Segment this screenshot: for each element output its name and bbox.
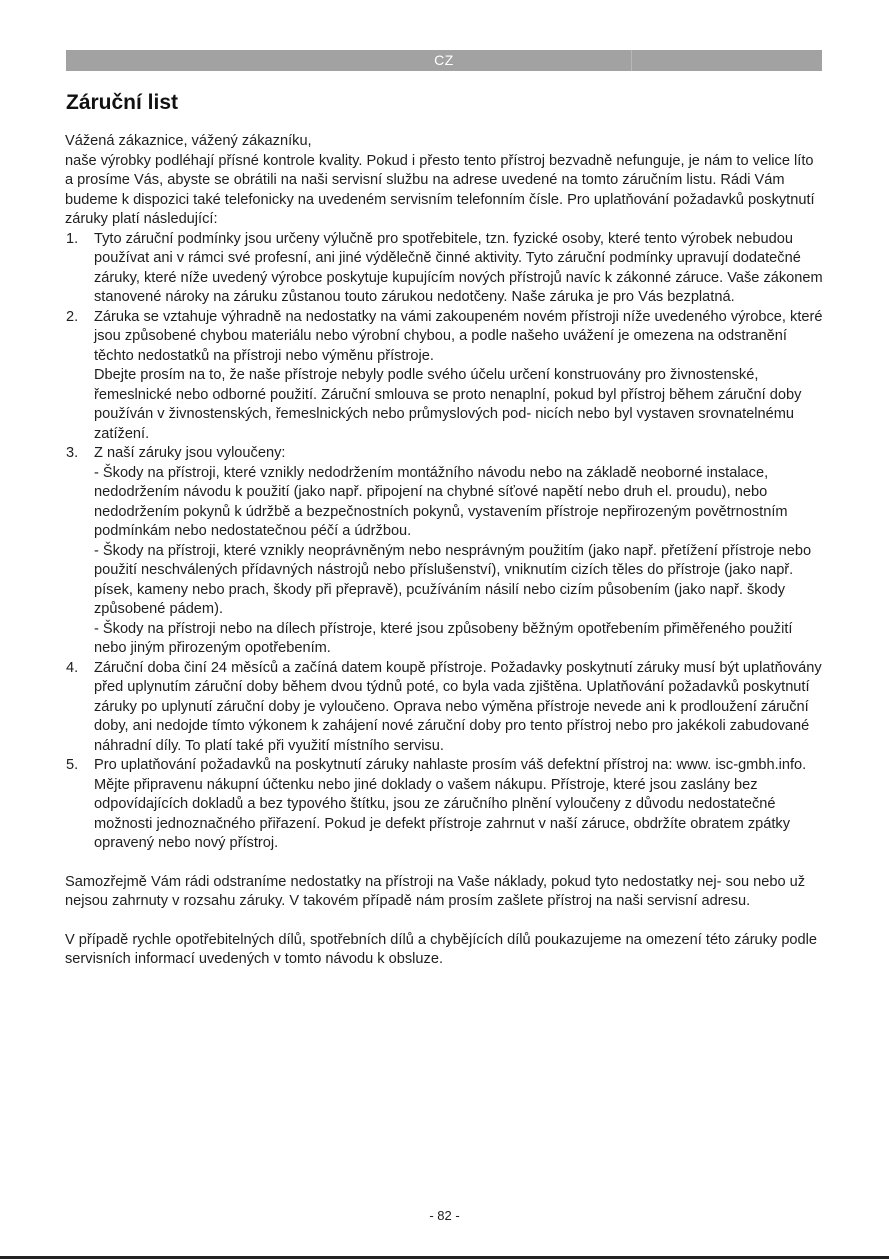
list-item [65, 230, 825, 308]
header-divider [631, 50, 632, 71]
language-label: CZ [434, 52, 454, 68]
list-item-number: 4. [66, 659, 79, 676]
page-number: - 82 - [429, 1208, 460, 1223]
list-item [65, 308, 825, 445]
warranty-body [65, 132, 825, 970]
list-item-number: 1. [66, 230, 79, 247]
list-item-text: Tyto záruční podmínky jsou určeny výlučně pro spotřebitele, tzn. fyzické osoby, které tento výrobek nebudou používat ani v rámci své profesní, ani jiné výdělečně činné aktivity. Tyto záruční podmínky upravují dodatečné záruky, které níže uvedený výrobce poskytuje kupujícím nových přístrojů navíc k zákonné záruce. Vaše zákonem stanovené nároky na záruku zůstanou touto zárukou nedotčeny. Naše záruka je pro Vás bezplatná. [94, 230, 823, 305]
list-item-text: Z naší záruky jsou vyloučeny: [94, 445, 286, 461]
closing-paragraph: Samozřejmě Vám rádi odstraníme nedostatky na přístroji na Vaše náklady, pokud tyto nedostatky nej- sou nebo už nejsou zahrnuty v rozsahu záruky. V takovém případě nám prosím zašlete přístroj na naši servisní adresu. [65, 873, 806, 909]
list-item-number: 2. [66, 308, 79, 325]
list-item-text: - Škody na přístroji, které vznikly neoprávněným nebo nesprávným použitím (jako např. přetížení přístroje nebo použití neschválených přídavných nástrojů nebo příslušenství), vniknutím cizích těles do přístroje (jako např. písek, kameny nebo prach, škody při přepravě), pcužíváním násilí nebo cizím působením (jako např. škody způsobené pádem). [94, 542, 812, 617]
list-item-text: - Škody na přístroji, které vznikly nedodržením montážního návodu nebo na základě neoborné instalace, nedodržením návodu k použití (jako např. připojení na chybné síťové napětí nebo druh el. proudu), nebo nedodržením pokynů k údržbě a bezpečnostních pokynů, vystavením přístroje nepřirozeným povětrnostním podmínkám nebo nedostatečnou péčí a údržbou. [94, 464, 788, 539]
list-item [65, 756, 825, 854]
list-item-text: Dbejte prosím na to, že naše přístroje nebyly podle svého účelu určení konstruovány pro živnostenské, řemeslnické nebo odborné použití. Záruční smlouva se proto nenaplní, pokud byl přístroj během záruční doby používán v živnostenských, řemeslnických nebo průmyslových pod- nicích nebo byl vystaven srovnatelnému zatížení. [94, 367, 802, 442]
language-header-bar [66, 50, 822, 71]
list-item [65, 659, 825, 757]
list-item-number: 3. [66, 445, 79, 461]
list-item-number: 5. [66, 757, 79, 773]
page-title: Záruční list [66, 91, 179, 114]
closing-paragraph: V případě rychle opotřebitelných dílů, spotřebních dílů a chybějících dílů poukazujeme na omezení této záruky podle servisních informací uvedených v tomto návodu k obsluze. [65, 931, 818, 967]
spacer [65, 854, 825, 873]
list-item-text: Záruka se vztahuje výhradně na nedostatky na vámi zakoupeném novém přístroji níže uvedeného výrobce, které jsou způsobené chybou materiálu nebo výrobní chybou, a podle našeho uvážení je omezena na odstranění těchto nedostatků na přístroji nebo výměnu přístroje. [94, 308, 823, 364]
spacer [65, 912, 825, 931]
warranty-conditions-list [65, 230, 825, 854]
intro-paragraph: naše výrobky podléhají přísné kontrole kvality. Pokud i přesto tento přístroj bezvadně nefunguje, je nám to velice líto a prosíme Vás, abyste se obrátili na naši servisní službu na adrese uvedené na tomto záručním listu. Rádi Vám budeme k dispozici také telefonicky na uvedeném servisním telefonním čísle. Pro uplatňování požadavků poskytnutí záruky platí následující: [65, 152, 815, 227]
salutation: Vážená zákaznice, vážený zákazníku, [65, 133, 312, 149]
list-item-text: - Škody na přístroji nebo na dílech přístroje, které jsou způsobeny běžným opotřebením přiměřeného použití nebo jiným přirozeným opotřebením. [94, 620, 793, 656]
list-item [65, 444, 825, 659]
list-item-text: Pro uplatňování požadavků na poskytnutí záruky nahlaste prosím váš defektní přístroj na: www. isc-gmbh.info. Mějte připravenu nákupní účtenku nebo jiné doklady o vašem nákupu. Přístroje, které jsou zaslány bez odpovídajících dokladů a bez typového štítku, jsou ze záručního plnění vyloučeny z důvodu nedostatečné možnosti jednoznačného přiřazení. Pokud je defekt přístroje zahrnut v naší záruce, obdržíte obratem zpátky opravený nebo nový přístroj. [94, 757, 807, 851]
list-item-text: Záruční doba činí 24 měsíců a začíná datem koupě přístroje. Požadavky poskytnutí záruky musí být uplatňovány před uplynutím záruční doby během dvou týdnů poté, co byla vada zjištěna. Uplatňování požadavků poskytnutí záruky po uplynutí záruční doby je vyloučeno. Oprava nebo výměna přístroje nevede ani k prodloužení záruční doby, ani nedojde tímto výkonem k zahájení nové záruční doby pro tento přístroj nebo pro jakékoli zabudované náhradní díly. To platí také při využití místního servisu. [94, 659, 822, 754]
